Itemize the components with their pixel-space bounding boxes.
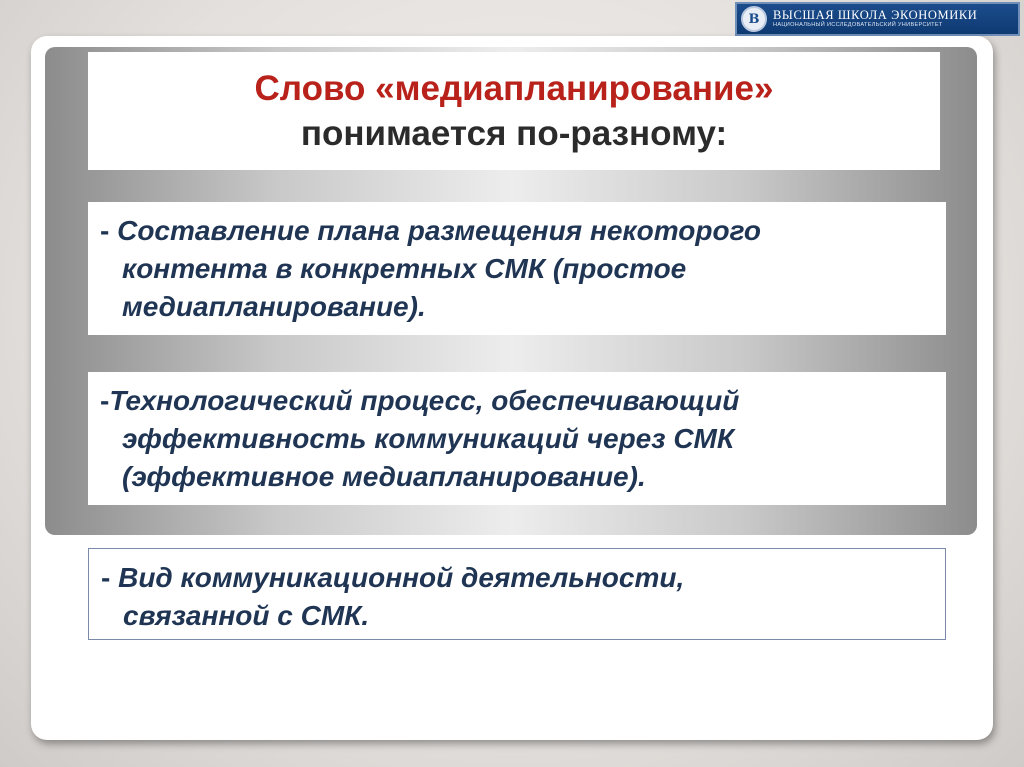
item-3-line-1 bbox=[101, 559, 925, 597]
item-2-dash: - bbox=[100, 385, 110, 416]
item-2-line-3: (эффективное медиапланирование). bbox=[122, 461, 646, 492]
logo-main-text: ВЫСШАЯ ШКОЛА ЭКОНОМИКИ bbox=[773, 7, 978, 22]
title-line-1: Слово «медиапланирование» bbox=[254, 69, 774, 108]
item-3-line-1-text: Вид коммуникационной деятельности, bbox=[118, 562, 685, 593]
item-1-line-2: контента в конкретных СМК (простое bbox=[122, 253, 687, 284]
definition-item-1 bbox=[88, 202, 946, 335]
item-3-line-2: связанной с СМК. bbox=[123, 600, 370, 631]
item-2-line-2: эффективность коммуникаций через СМК bbox=[122, 423, 735, 454]
item-1-dash: - bbox=[100, 215, 118, 246]
item-3-dash: - bbox=[101, 562, 119, 593]
logo-sub-text: НАЦИОНАЛЬНЫЙ ИССЛЕДОВАТЕЛЬСКИЙ УНИВЕРСИТЕТ bbox=[773, 22, 943, 29]
item-1-line-3: медиапланирование). bbox=[122, 291, 426, 322]
item-1-line-1-text: Составление плана размещения некоторого bbox=[117, 215, 761, 246]
item-2-line-1-text: Технологический процесс, обеспечивающий bbox=[109, 385, 740, 416]
title-line-2: понимается по-разному: bbox=[300, 114, 728, 153]
hse-emblem-icon: В bbox=[741, 6, 767, 32]
slide-title bbox=[88, 52, 940, 170]
item-2-line-1 bbox=[100, 382, 926, 420]
university-logo bbox=[735, 2, 1020, 36]
definition-item-2 bbox=[88, 372, 946, 505]
logo-text bbox=[773, 9, 977, 29]
item-1-line-1 bbox=[100, 212, 926, 250]
definition-item-3 bbox=[88, 548, 946, 640]
